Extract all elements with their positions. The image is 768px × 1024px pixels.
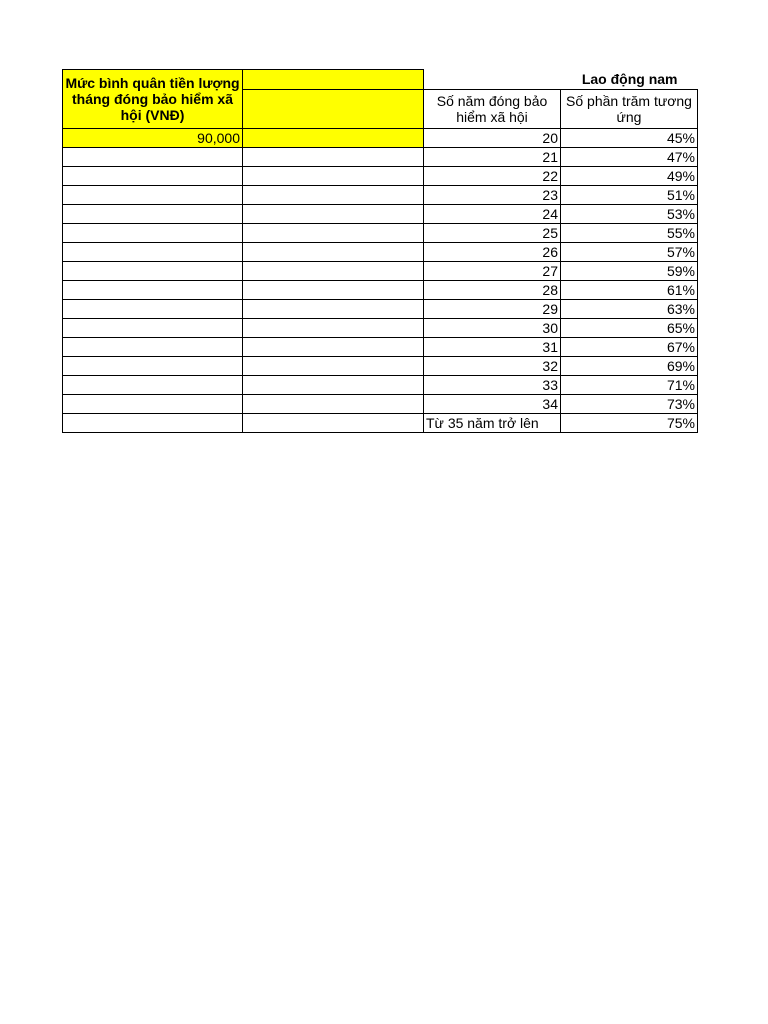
blank-cell[interactable]	[243, 167, 424, 186]
table-row	[63, 205, 698, 224]
table-row	[63, 281, 698, 300]
table-row	[63, 376, 698, 395]
blank-cell[interactable]	[243, 224, 424, 243]
percent-cell[interactable]: 53%	[561, 205, 698, 224]
salary-value-cell[interactable]: 90,000	[63, 129, 243, 148]
blank-yellow-cell[interactable]	[243, 129, 424, 148]
table-row	[63, 395, 698, 414]
percent-cell[interactable]: 55%	[561, 224, 698, 243]
percent-cell[interactable]: 49%	[561, 167, 698, 186]
blank-cell[interactable]	[63, 357, 243, 376]
years-cell[interactable]: 26	[424, 243, 561, 262]
years-cell[interactable]: 25	[424, 224, 561, 243]
blank-cell[interactable]	[63, 243, 243, 262]
percent-cell[interactable]: 67%	[561, 338, 698, 357]
table-row	[63, 414, 698, 433]
blank-cell[interactable]	[63, 376, 243, 395]
percent-cell[interactable]: 47%	[561, 148, 698, 167]
blank-cell[interactable]	[63, 186, 243, 205]
percent-cell[interactable]: 59%	[561, 262, 698, 281]
blank-cell[interactable]	[243, 262, 424, 281]
table-row	[63, 186, 698, 205]
years-cell[interactable]: 31	[424, 338, 561, 357]
percent-cell[interactable]: 71%	[561, 376, 698, 395]
table-row	[63, 319, 698, 338]
blank-yellow-cell[interactable]	[243, 90, 424, 129]
blank-cell[interactable]	[243, 205, 424, 224]
table-row	[63, 167, 698, 186]
percent-cell[interactable]: 57%	[561, 243, 698, 262]
percent-cell[interactable]: 45%	[561, 129, 698, 148]
blank-cell[interactable]	[63, 395, 243, 414]
blank-cell[interactable]	[63, 262, 243, 281]
blank-cell[interactable]	[243, 319, 424, 338]
years-cell[interactable]: 21	[424, 148, 561, 167]
blank-yellow-cell[interactable]	[243, 70, 424, 90]
percent-cell[interactable]: 73%	[561, 395, 698, 414]
blank-cell[interactable]	[243, 414, 424, 433]
blank-cell[interactable]	[63, 205, 243, 224]
table-row	[63, 357, 698, 376]
spreadsheet-table	[62, 69, 698, 433]
blank-cell[interactable]	[63, 224, 243, 243]
years-cell[interactable]: 22	[424, 167, 561, 186]
percent-cell[interactable]: 65%	[561, 319, 698, 338]
blank-cell[interactable]	[243, 338, 424, 357]
table-row	[63, 300, 698, 319]
table-row	[63, 243, 698, 262]
years-header[interactable]: Số năm đóng bảo hiểm xã hội	[424, 90, 561, 129]
percent-cell[interactable]: 63%	[561, 300, 698, 319]
blank-cell[interactable]	[63, 167, 243, 186]
table-row	[63, 224, 698, 243]
header-row-top	[63, 70, 698, 90]
years-cell[interactable]: 28	[424, 281, 561, 300]
percent-header[interactable]: Số phần trăm tương ứng	[561, 90, 698, 129]
years-cell[interactable]: 23	[424, 186, 561, 205]
blank-cell[interactable]	[243, 148, 424, 167]
years-cell[interactable]: 34	[424, 395, 561, 414]
blank-cell[interactable]	[63, 300, 243, 319]
years-cell[interactable]: 33	[424, 376, 561, 395]
blank-cell[interactable]	[63, 281, 243, 300]
blank-cell[interactable]	[243, 243, 424, 262]
percent-cell[interactable]: 75%	[561, 414, 698, 433]
blank-cell[interactable]	[63, 338, 243, 357]
blank-cell[interactable]	[63, 414, 243, 433]
years-cell[interactable]: 32	[424, 357, 561, 376]
group-header[interactable]: Lao động nam	[424, 70, 698, 90]
blank-cell[interactable]	[243, 300, 424, 319]
blank-cell[interactable]	[63, 148, 243, 167]
table-row	[63, 129, 698, 148]
percent-cell[interactable]: 69%	[561, 357, 698, 376]
table-row	[63, 338, 698, 357]
blank-cell[interactable]	[243, 186, 424, 205]
avg-salary-header[interactable]: Mức bình quân tiền lượng tháng đóng bảo hiểm xã hội (VNĐ)	[63, 70, 243, 129]
percent-cell[interactable]: 51%	[561, 186, 698, 205]
blank-cell[interactable]	[243, 281, 424, 300]
blank-cell[interactable]	[243, 395, 424, 414]
blank-cell[interactable]	[243, 376, 424, 395]
years-cell[interactable]: 20	[424, 129, 561, 148]
blank-cell[interactable]	[243, 357, 424, 376]
years-cell[interactable]: 27	[424, 262, 561, 281]
years-cell[interactable]: 24	[424, 205, 561, 224]
blank-cell[interactable]	[63, 319, 243, 338]
percent-cell[interactable]: 61%	[561, 281, 698, 300]
years-cell[interactable]: 29	[424, 300, 561, 319]
table-row	[63, 148, 698, 167]
years-cell[interactable]: 30	[424, 319, 561, 338]
years-cell[interactable]: Từ 35 năm trở lên	[424, 414, 561, 433]
table-row	[63, 262, 698, 281]
